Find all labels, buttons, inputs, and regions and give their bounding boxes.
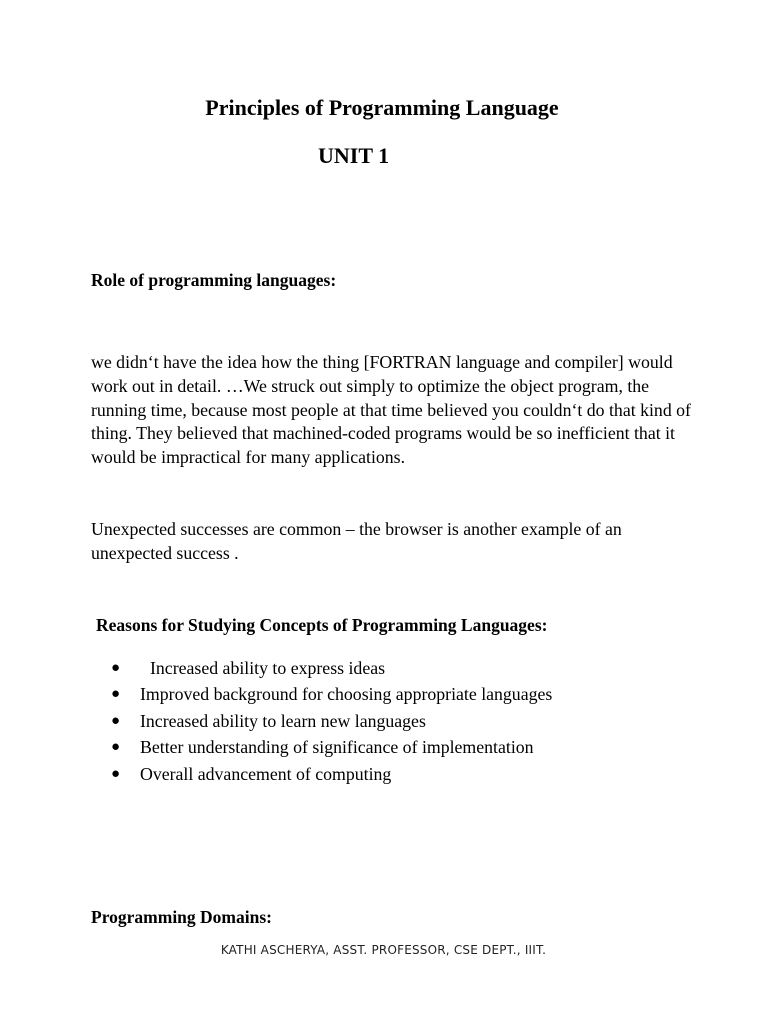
unit-label: UNIT 1 — [318, 143, 390, 168]
paragraph-fortran-quote: we didn‘t have the idea how the thing [FORTRAN language and compiler] would work out in detail. …We struck out simply to optimize the object program, the running time, because most people at that time believed you couldn‘t do that kind of thing. They believed that machined-coded programs would be so inefficient that it would be impractical for many applications. — [91, 352, 691, 468]
section-heading-role: Role of programming languages: — [91, 270, 337, 290]
section-heading-reasons: Reasons for Studying Concepts of Programming Languages: — [96, 615, 548, 635]
bullet-icon: ● — [111, 660, 121, 676]
list-item-text: Increased ability to learn new languages — [140, 710, 426, 731]
bullet-icon: ● — [111, 712, 121, 729]
list-item-text: Better understanding of significance of implementation — [140, 737, 534, 758]
paragraph-unexpected-successes: Unexpected successes are common – the browser is another example of an unexpected success . — [91, 519, 622, 563]
bullet-icon: ● — [111, 765, 121, 782]
document-title-text: Principles of Programming Language — [205, 95, 559, 120]
list-item-text: Increased ability to express ideas — [150, 658, 386, 678]
section-heading-domains: Programming Domains: — [91, 907, 272, 927]
footer-text: KATHI ASCHERYA, ASST. PROFESSOR, CSE DEPT., IIIT. — [220, 943, 547, 957]
document-title — [0, 95, 768, 121]
page-footer — [0, 943, 768, 957]
list-item-text: Overall advancement of computing — [140, 763, 392, 784]
bullet-icon: ● — [111, 739, 121, 756]
bullet-icon: ● — [111, 686, 121, 703]
list-item-text: Improved background for choosing appropriate languages — [140, 684, 553, 705]
